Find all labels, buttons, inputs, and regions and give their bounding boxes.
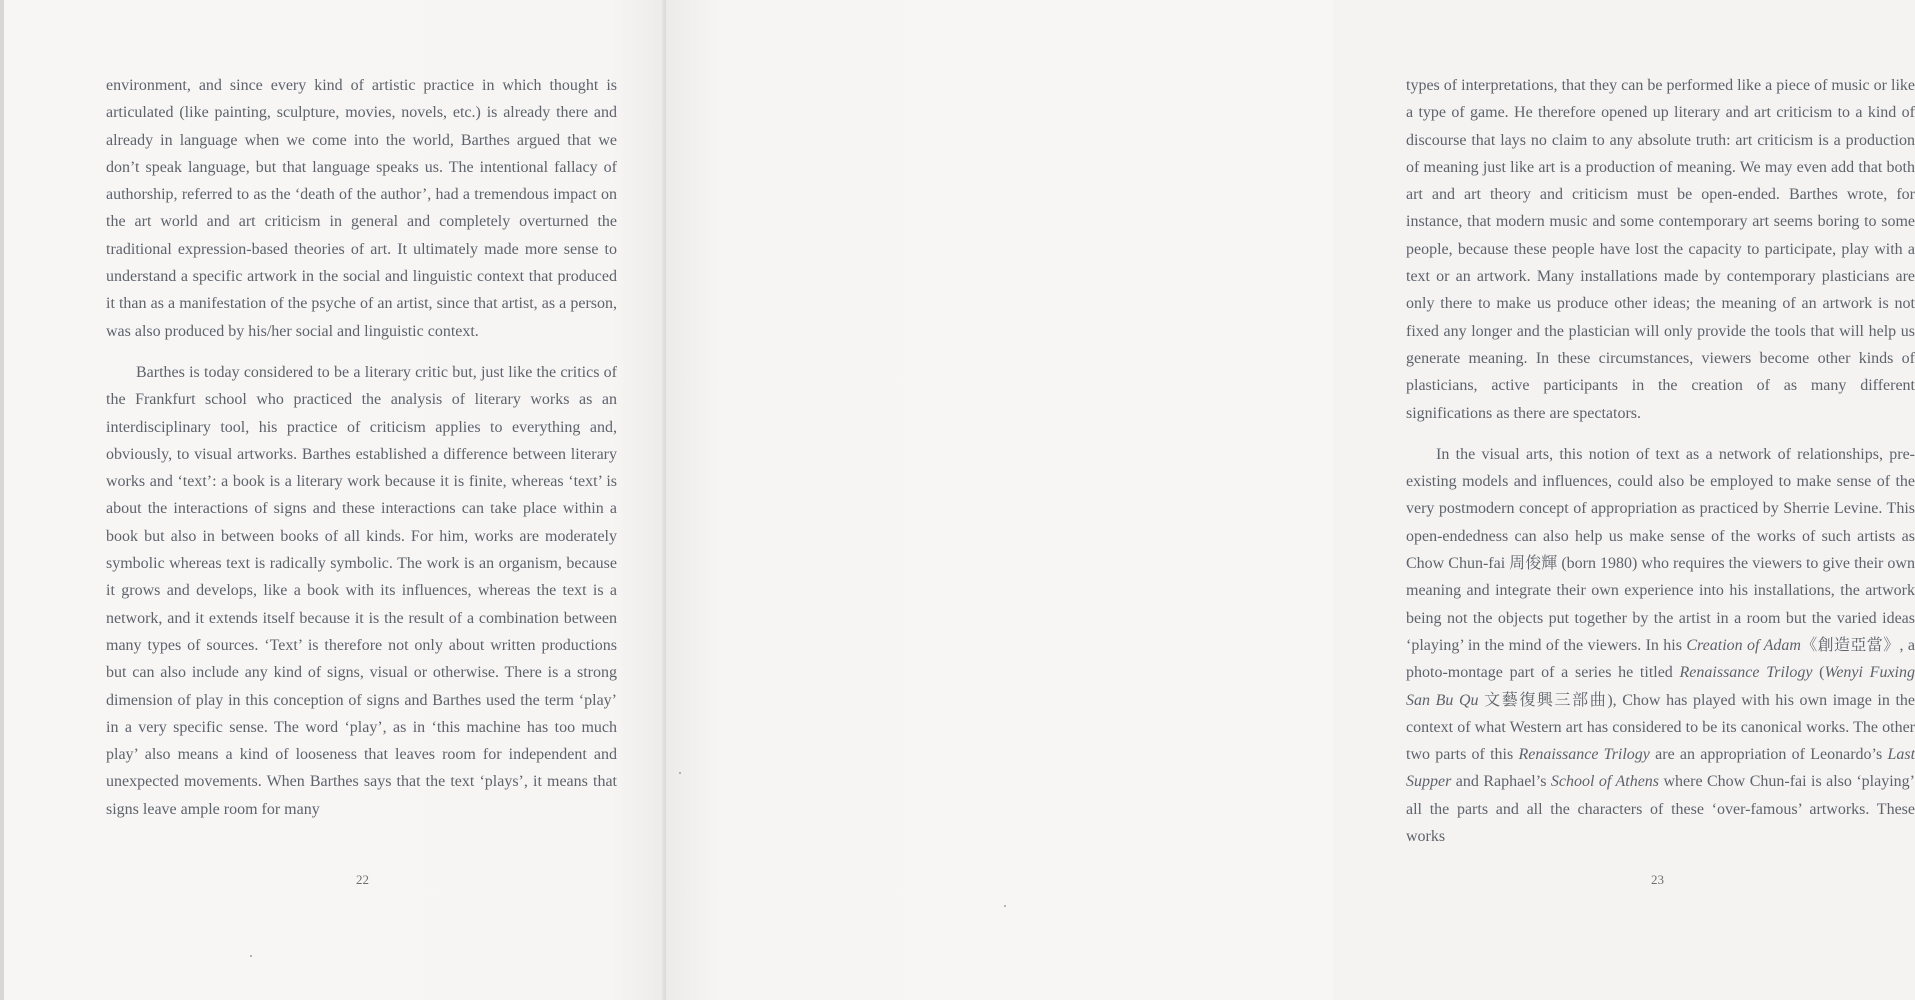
body-paragraph	[1406, 441, 1915, 850]
text-run: where Chow Chun-fai is also ‘playing’ all the parts and all the characters of these ‘over-famous’ artworks. These works	[1406, 773, 1915, 846]
right-page-text	[1406, 72, 1915, 850]
text-run: and Raphael’s	[1451, 773, 1551, 791]
italic-title-run: School of Athens	[1550, 773, 1660, 791]
body-paragraph	[106, 359, 617, 823]
italic-title-run: Renaissance Trilogy	[1679, 664, 1813, 682]
paper-speck	[250, 955, 252, 957]
left-page	[0, 0, 666, 1000]
page-number-left: 22	[356, 872, 369, 887]
left-page-text	[106, 72, 617, 823]
text-run: In the visual arts, this notion of text as a network of relationships, pre-existing models and influences, could also be employed to make sense of the very postmodern concept of appropriation as practiced by Sherrie Levine. This open-endedness can also help us make sense of the works of such artists as Chow Chun-fai 周俊輝 (born 1980) who requires the viewers to give their own meaning and integrate their own experience into his installations, the artwork being not the objects put together by the artist in a room but the varied ideas ‘playing’ in the mind of the viewers. In his	[1406, 445, 1915, 654]
paper-speck	[1004, 905, 1006, 907]
text-run: 文藝復興三部曲), Chow has played with his own image in the context of what Western art has considered to be its canonical works. The other two parts of this	[1406, 691, 1915, 764]
text-run: 《創造亞當》, a photo-montage part of a series he titled	[1406, 636, 1915, 682]
page-number-right: 23	[1651, 872, 1664, 887]
text-run: Barthes is today considered to be a literary critic but, just like the critics of the Frankfurt school who practiced the analysis of literary works as an interdisciplinary tool, his practice of criticism applies to everything and, obviously, to visual artworks. Barthes established a difference between literary works and ‘text’: a book is a literary work because it is finite, whereas ‘text’ is about the interactions of signs and these interactions can take place within a book but also in between books of all kinds. For him, works are moderately symbolic whereas text is radically symbolic. The work is an organism, because it grows and develops, like a book with its influences, whereas the text is a network, and it extends itself because it is the result of a combination between many types of sources. ‘Text’ is therefore not only about written productions but can also include any kind of signs, visual or otherwise. There is a strong dimension of play in this conception of signs and Barthes used the term ‘play’ in a very specific sense. The word ‘play’, as in ‘this machine has too much play’ also means a kind of looseness that leaves room for independent and unexpected movements. When Barthes says that the text ‘plays’, it means that signs leave ample room for many	[106, 363, 617, 818]
italic-title-run: Wenyi Fuxing San Bu Qu	[1406, 664, 1915, 709]
text-run: are an appropriation of Leonardo’s	[1649, 746, 1888, 764]
right-page	[666, 0, 1915, 1000]
text-run: environment, and since every kind of artistic practice in which thought is articulated (like painting, sculpture, movies, novels, etc.) is already there and already in language when we come into the world, Barthes argued that we don’t speak language, but that language speaks us. The intentional fallacy of authorship, referred to as the ‘death of the author’, had a tremendous impact on the art world and art criticism in general and completely overturned the traditional expression-based theories of art. It ultimately made more sense to understand a specific artwork in the social and linguistic context that produced it than as a manifestation of the psyche of an artist, since that artist, as a person, was also produced by his/her social and linguistic context.	[106, 77, 617, 340]
italic-title-run: Last Supper	[1406, 746, 1915, 791]
text-run: types of interpretations, that they can be performed like a piece of music or like a type of game. He therefore opened up literary and art criticism to a kind of discourse that lays no claim to any absolute truth: art criticism is a production of meaning just like art is a production of meaning. We may even add that both art and art theory and criticism must be open-ended. Barthes wrote, for instance, that modern music and some contemporary art seems boring to some people, because these people have lost the capacity to participate, play with a text or an artwork. Many installations made by contemporary plasticians are only there to make us produce other ideas; the meaning of an artwork is not fixed any longer and the plastician will only provide the tools that will help us generate meaning. In these circumstances, viewers become other kinds of plasticians, active participants in the creation of as many different significations as there are spectators.	[1406, 77, 1915, 422]
italic-title-run: Creation of Adam	[1686, 636, 1801, 654]
text-run: (	[1812, 664, 1825, 682]
body-paragraph	[106, 72, 617, 345]
italic-title-run: Renaissance Trilogy	[1518, 746, 1650, 764]
page-edge-shadow	[0, 0, 4, 1000]
paper-speck	[679, 772, 681, 774]
body-paragraph	[1406, 72, 1915, 427]
